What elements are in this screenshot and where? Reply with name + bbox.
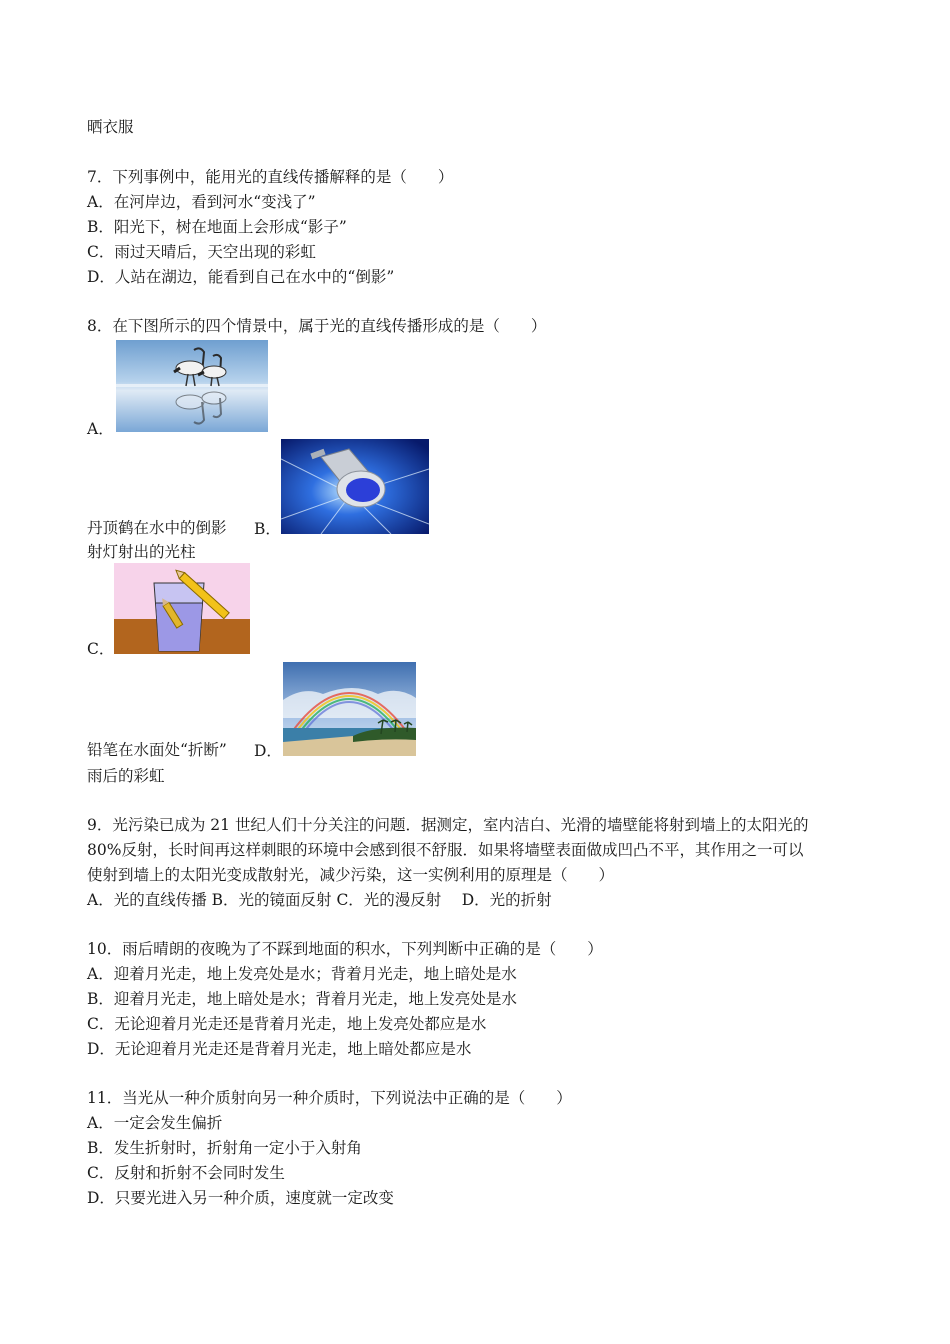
q11-option-b: B．发生折射时，折射角一定小于入射角 [87, 1139, 362, 1157]
q7-option-a: A．在河岸边，看到河水“变浅了” [87, 193, 316, 211]
q7-stem: 7．下列事例中，能用光的直线传播解释的是（ ） [87, 168, 454, 186]
q11-option-c: C．反射和折射不会同时发生 [87, 1164, 285, 1182]
q9-options: A．光的直线传播 B．光的镜面反射 C．光的漫反射 D．光的折射 [87, 891, 552, 909]
q10-option-a: A．迎着月光走，地上发亮处是水；背着月光走，地上暗处是水 [87, 965, 517, 983]
spotlight-beam-image [281, 439, 429, 534]
q9-stem-line-3: 使射到墙上的太阳光变成散射光，减少污染，这一实例利用的原理是（ ） [87, 866, 615, 884]
q10-option-d: D．无论迎着月光走还是背着月光走，地上暗处都应是水 [87, 1040, 472, 1058]
continued-text: 晒衣服 [87, 118, 134, 136]
q10-option-b: B．迎着月光走，地上暗处是水；背着月光走，地上发亮处是水 [87, 990, 517, 1008]
q8-option-a-caption: 丹顶鹤在水中的倒影 [87, 519, 227, 537]
q8-option-b-caption: 射灯射出的光柱 [87, 543, 196, 561]
rainbow-image [283, 662, 416, 756]
q8-option-c-letter: C． [87, 640, 115, 658]
q8-option-b-letter: B． [254, 520, 281, 538]
q9-stem-line-1: 9．光污染已成为 21 世纪人们十分关注的问题．据测定，室内洁白、光滑的墙壁能将射到墙上的太阳光的 [87, 816, 809, 834]
q11-option-a: A．一定会发生偏折 [87, 1114, 223, 1132]
q9-stem-line-2: 80%反射，长时间再这样刺眼的环境中会感到很不舒服．如果将墙壁表面做成凹凸不平，其作用之一可以 [87, 841, 804, 859]
q10-option-c: C．无论迎着月光走还是背着月光走，地上发亮处都应是水 [87, 1015, 487, 1033]
q8-option-a-letter: A． [87, 420, 114, 438]
q11-stem: 11．当光从一种介质射向另一种介质时，下列说法中正确的是（ ） [87, 1089, 572, 1107]
q8-stem: 8．在下图所示的四个情景中，属于光的直线传播形成的是（ ） [87, 317, 547, 335]
pencil-in-water-image [114, 563, 250, 654]
q8-option-d-letter: D． [254, 742, 282, 760]
q8-option-c-caption: 铅笔在水面处“折断” [87, 741, 227, 759]
q11-option-d: D．只要光进入另一种介质，速度就一定改变 [87, 1189, 394, 1207]
q8-option-d-caption: 雨后的彩虹 [87, 767, 165, 785]
q10-stem: 10．雨后晴朗的夜晚为了不踩到地面的积水，下列判断中正确的是（ ） [87, 940, 603, 958]
crane-reflection-image [116, 340, 268, 432]
q7-option-b: B．阳光下，树在地面上会形成“影子” [87, 218, 347, 236]
q7-option-c: C．雨过天晴后，天空出现的彩虹 [87, 243, 316, 261]
q7-option-d: D．人站在湖边，能看到自己在水中的“倒影” [87, 268, 395, 286]
